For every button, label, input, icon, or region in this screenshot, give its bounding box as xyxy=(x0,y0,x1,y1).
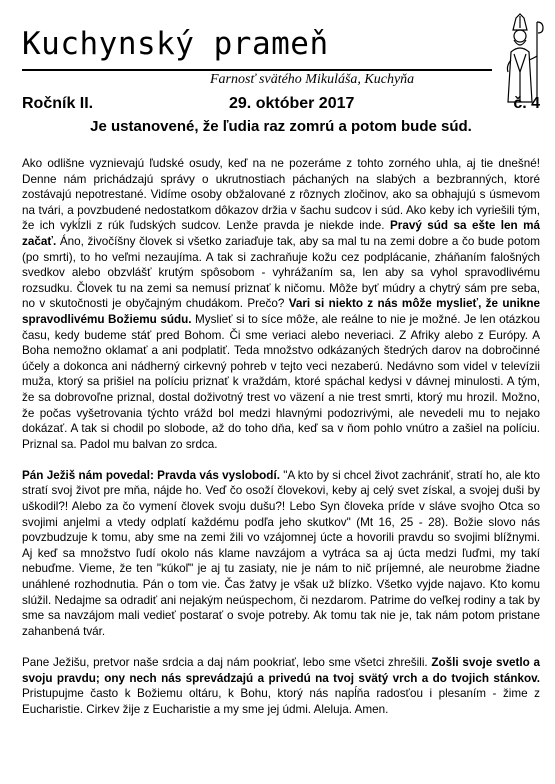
p1-text: Myslieť si to síce môže, ale reálne to nie je možné. Je len otázkou času, kedy budeme stáť pred Bohom. Či sme veriaci alebo neveriaci. Z Afriky alebo z Európy. A Boha nemožno oklamať a ani podplatiť. Teda množstvo odkázaných štedrých darov na dobročinné účely a dokonca ani nádherný cirkevný pohreb v tejto veci nezaberú. Nedávno som videl v televízii muža, ktorý sa prišiel na políciu priznať k vraždám, ktoré spáchal kedysi v dávnej minulosti. A tým, že sa dobrovoľne priznal, dostal doživotný trest vo väzení a nie trest smrti, ktorý mu hrozil. Možno, že počas vyšetrovania týchto vrážd bol medzi hlavnými podozrivými, ale nevedeli mu to nejako dokázať. A tak si chodil po slobode, až do toho dňa, keď sa v ňom pohlo vnútro a zašiel na políciu. Priznal sa. Padol mu balvan zo srdca. xyxy=(22,312,540,451)
p2-emphasis: Pán Ježiš nám povedal: Pravda vás vyslobodí. xyxy=(22,468,280,482)
issue-date: 29. október 2017 xyxy=(229,95,355,112)
masthead xyxy=(22,26,492,87)
paragraph-3 xyxy=(22,655,540,717)
paragraph-1 xyxy=(22,156,540,452)
p3-emphasis: Zošli svoje svetlo a svoju pravdu; ony nech nás sprevádzajú a privedú na tvoj svätý vrch a do tvojich stánkov. xyxy=(22,656,541,685)
p3-text: Pristupujme často k Božiemu oltáru, k Bohu, ktorý nás napĺňa radosťou i plesaním - žime z Eucharistie. Cirkev žije z Eucharistie a my sme jej údmi. Aleluja. Amen. xyxy=(22,687,540,716)
parish-subtitle: Farnosť svätého Mikuláša, Kuchyňa xyxy=(210,72,415,87)
issue-number: č. 4 xyxy=(513,95,540,112)
paragraph-2 xyxy=(22,468,540,640)
p1-text: Áno, živočíšny človek si všetko zariaďuje tak, aby sa mal tu na zemi dobre a čo bude potom (po smrti), to ho veľmi nezaujíma. A tak si zachraňuje kožu cez podplácanie, zháňaním falošných svedkov alebo obzvlášť krutým spôsobom - vyhrážaním sa, len aby sa vyhol spravodlivému rozsudku. Človek tu na zemi sa nemusí priznať k ničomu. Môže byť múdry a chytrý sám pre seba, no v skutočnosti je obyčajným chudákom. Prečo? xyxy=(22,234,540,311)
p3-text: Pane Ježišu, pretvor naše srdcia a daj nám pookriať, lebo sme všetci zhrešili. xyxy=(22,656,428,669)
issue-info-row xyxy=(22,95,540,115)
p1-emphasis: Vari si niekto z nás môže myslieť, že unikne spravodlivému Božiemu súdu. xyxy=(22,297,541,326)
p2-text: "A kto by si chcel život zachrániť, stratí ho, ale kto stratí svoj život pre mňa, nájde ho. Veď čo osoží človekovi, keby aj celý svet získal, a svojej duši by uškodil?! Alebo za čo vymení človek svoju dušu?! Lebo Syn človeka príde v sláve svojho Otca so svojimi anjelmi a vtedy odplatí každému podľa jeho skutkov" (Mt 16, 25 - 28). Božie slovo nás povzbudzuje k tomu, aby sme na zemi žili vo vzájomnej úcte a hovorili pravdu so svojimi blížnymi. Aj keď sa množstvo ľudí okolo nás klame navzájom a vytráca sa aj úcta medzi ľuďmi, my takí nebuďme. Vieme, že ten "kúkoľ" je aj tu zasiaty, nie je nám to nič príjemné, ale neurobme žiadne unáhlené rozhodnutia. Pán o tom vie. Čas žatvy je však už blízko. Všetko vyjde najavo. Kto komu slúžil. Nedajme sa odradiť ani nejakým neúspechom, či nezdarom. Patrime do veľkej rodiny a tak by sme sa navzájom mali vedieť postarať o svoje potreby. Ak tomu tak nie je, tak nám potom pristane zahanbená tvár. xyxy=(22,468,540,638)
article-body xyxy=(22,156,540,733)
article-headline: Je ustanovené, že ľudia raz zomrú a potom bude súd. xyxy=(90,118,472,135)
saint-nicholas-bishop-icon xyxy=(494,12,546,104)
masthead-rule xyxy=(22,69,492,71)
p1-emphasis: Pravý súd sa ešte len má začať. xyxy=(22,219,541,248)
volume-label: Ročník II. xyxy=(22,95,94,112)
newsletter-title: Kuchynský prameň xyxy=(22,26,329,62)
p1-text: Ako odlišne vyznievajú ľudské osudy, keď na ne pozeráme z tohto zorného uhla, aj tie dnešné! Denne nám prichádzajú správy o ukrutnostiach páchaných na slabých a bezbranných, ktoré zostávajú nepotrestané. Vidíme osoby obžalované z rôznych zločinov, ako sa obhajujú s úsmevom na tvári, a povzbudené nedostatkom dôkazov držia v šachu sudcov i súd. Ako keby ich vyriešili tým, že ich vykĺzli z rúk ľudských sudcov. Lenže pravda je niekde inde. xyxy=(22,157,540,233)
